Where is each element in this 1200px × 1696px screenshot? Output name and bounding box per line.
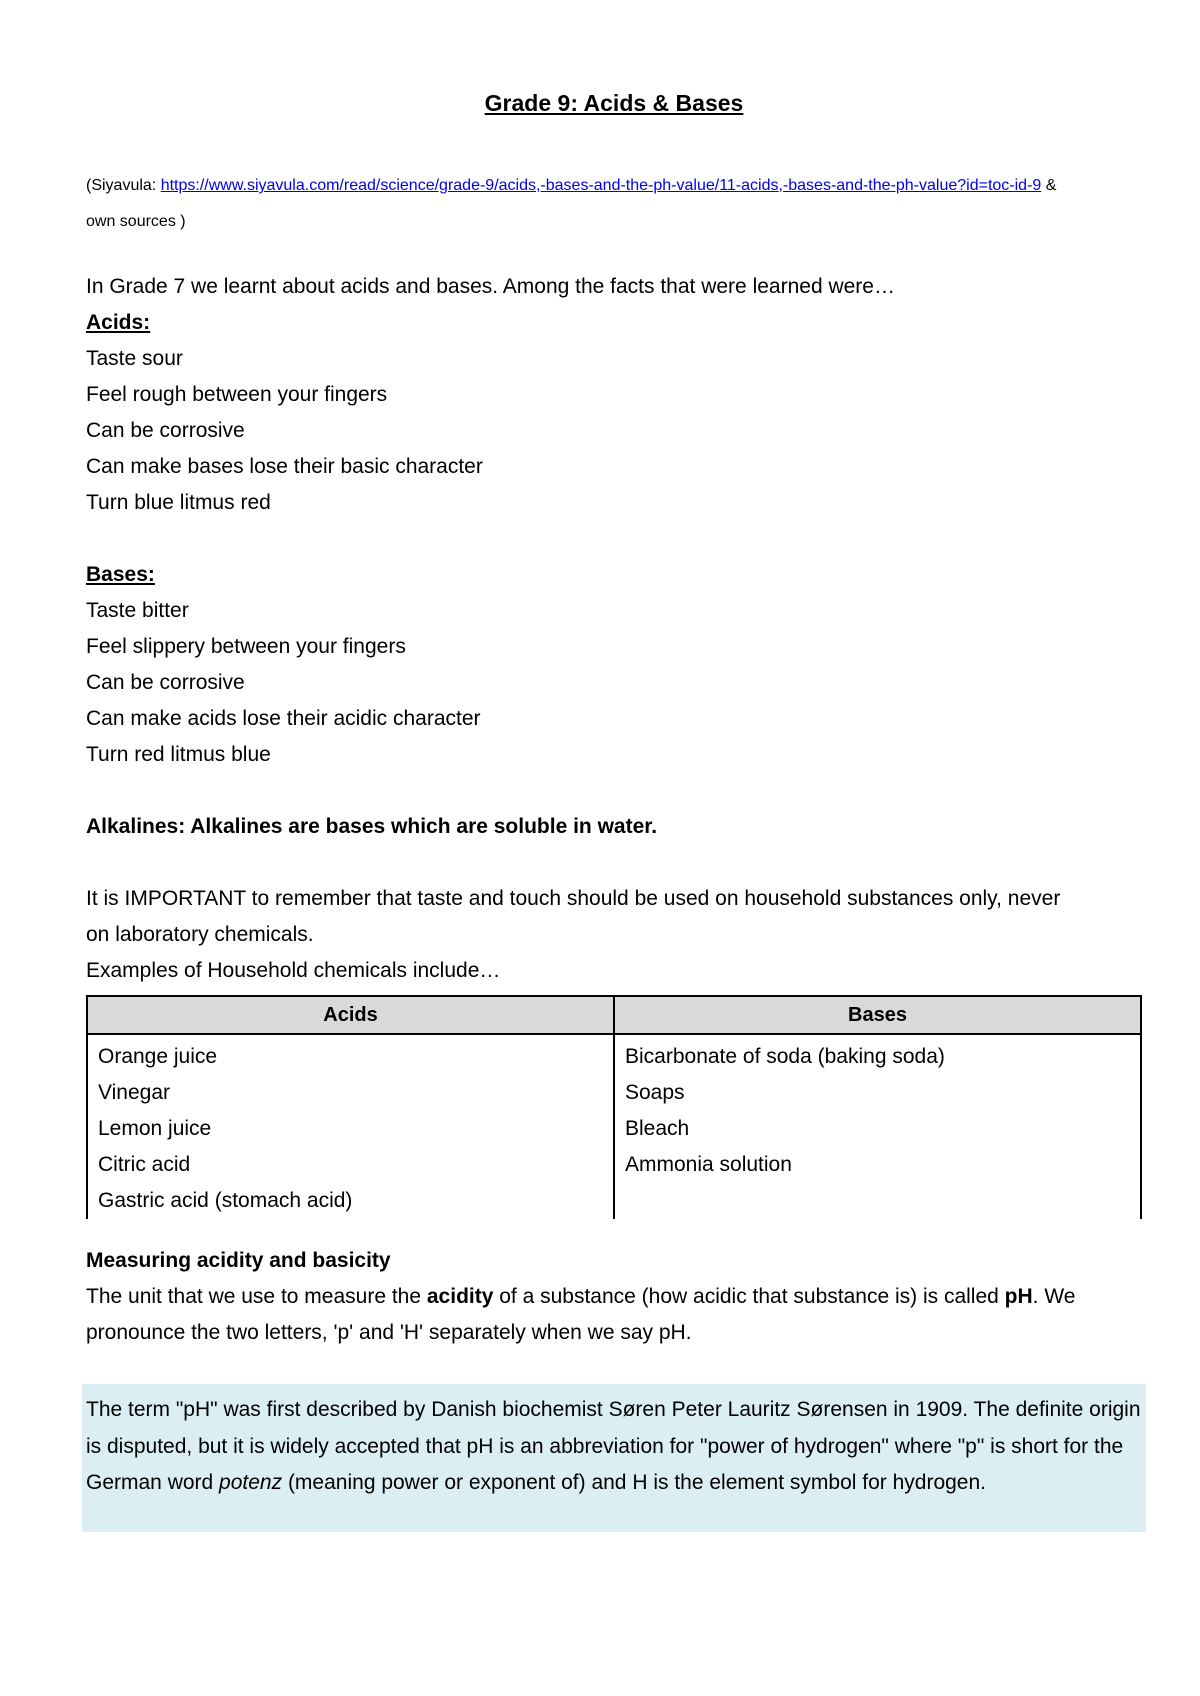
measuring-text: The unit that we use to measure the: [86, 1285, 427, 1308]
table-cell: Vinegar: [87, 1075, 614, 1111]
table-row: [87, 1147, 1141, 1183]
table-cell: Lemon juice: [87, 1111, 614, 1147]
alkalines-definition: Alkalines: Alkalines are bases which are soluble in water.: [86, 815, 658, 838]
measuring-text: . We: [1032, 1285, 1076, 1308]
table-row: [87, 1075, 1141, 1111]
table-cell: Orange juice: [87, 1034, 614, 1075]
important-line-2: on laboratory chemicals.: [86, 923, 314, 946]
acids-item: Can make bases lose their basic character: [86, 455, 483, 478]
table-cell: Gastric acid (stomach acid): [87, 1183, 614, 1219]
acidity-term: acidity: [426, 1285, 494, 1308]
measuring-text: of a substance (how acidic that substance is) is called: [493, 1285, 1005, 1308]
table-cell: Bleach: [614, 1111, 1141, 1147]
page-title: Grade 9: Acids & Bases: [484, 90, 744, 116]
source-suffix: & own sources ): [86, 177, 1057, 230]
bases-item: Can be corrosive: [86, 671, 245, 694]
ph-term: pH: [1004, 1285, 1033, 1308]
bases-item: Can make acids lose their acidic character: [86, 707, 481, 730]
acids-column-header: Acids: [87, 996, 614, 1034]
ph-history-text: [86, 1392, 1142, 1502]
table-row: [87, 1034, 1141, 1075]
note-text-part: The term "pH" was first described by Danish biochemist Søren Peter Lauritz Sørensen in 1909. The definite origin is disputed, but it is widely accepted that pH is an abbreviation for "power of hydrogen" where "p" is short for the German word: [86, 1398, 1141, 1494]
table-row: [87, 1111, 1141, 1147]
bases-heading: Bases:: [86, 563, 155, 586]
ph-history-callout: [82, 1384, 1146, 1532]
table-cell: Bicarbonate of soda (baking soda): [614, 1034, 1141, 1075]
measuring-paragraph-line-1: [86, 1284, 1075, 1310]
acids-item: Taste sour: [86, 347, 183, 370]
source-citation: [86, 168, 1086, 240]
acids-heading: Acids:: [86, 311, 151, 334]
note-text-part: (meaning power or exponent of) and H is the element symbol for hydrogen.: [282, 1471, 986, 1494]
measuring-paragraph-line-2: pronounce the two letters, 'p' and 'H' separately when we say pH.: [86, 1321, 692, 1344]
household-chemicals-table: [86, 995, 1142, 1219]
bases-item: Turn red litmus blue: [86, 743, 271, 766]
table-cell: [614, 1183, 1141, 1219]
siyavula-link[interactable]: https://www.siyavula.com/read/science/grade-9/acids,-bases-and-the-ph-value/11-acids,-bases-and-the-ph-value?id=toc-id-9: [160, 177, 1042, 194]
bases-column-header: Bases: [614, 996, 1141, 1034]
bases-item: Taste bitter: [86, 599, 189, 622]
potenz-term: potenz: [219, 1471, 283, 1494]
table-cell: Citric acid: [87, 1147, 614, 1183]
acids-item: Turn blue litmus red: [86, 491, 271, 514]
table-cell: Ammonia solution: [614, 1147, 1141, 1183]
table-header-row: [87, 996, 1141, 1034]
important-line-1: It is IMPORTANT to remember that taste and touch should be used on household substances only, never: [86, 887, 1061, 910]
bases-item: Feel slippery between your fingers: [86, 635, 406, 658]
acids-item: Feel rough between your fingers: [86, 383, 388, 406]
intro-text: In Grade 7 we learnt about acids and bases. Among the facts that were learned were…: [86, 275, 895, 298]
table-row: [87, 1183, 1141, 1219]
table-cell: Soaps: [614, 1075, 1141, 1111]
examples-intro: Examples of Household chemicals include…: [86, 959, 501, 982]
source-prefix: (Siyavula:: [86, 177, 161, 194]
measuring-heading: Measuring acidity and basicity: [86, 1249, 391, 1272]
acids-item: Can be corrosive: [86, 419, 245, 442]
